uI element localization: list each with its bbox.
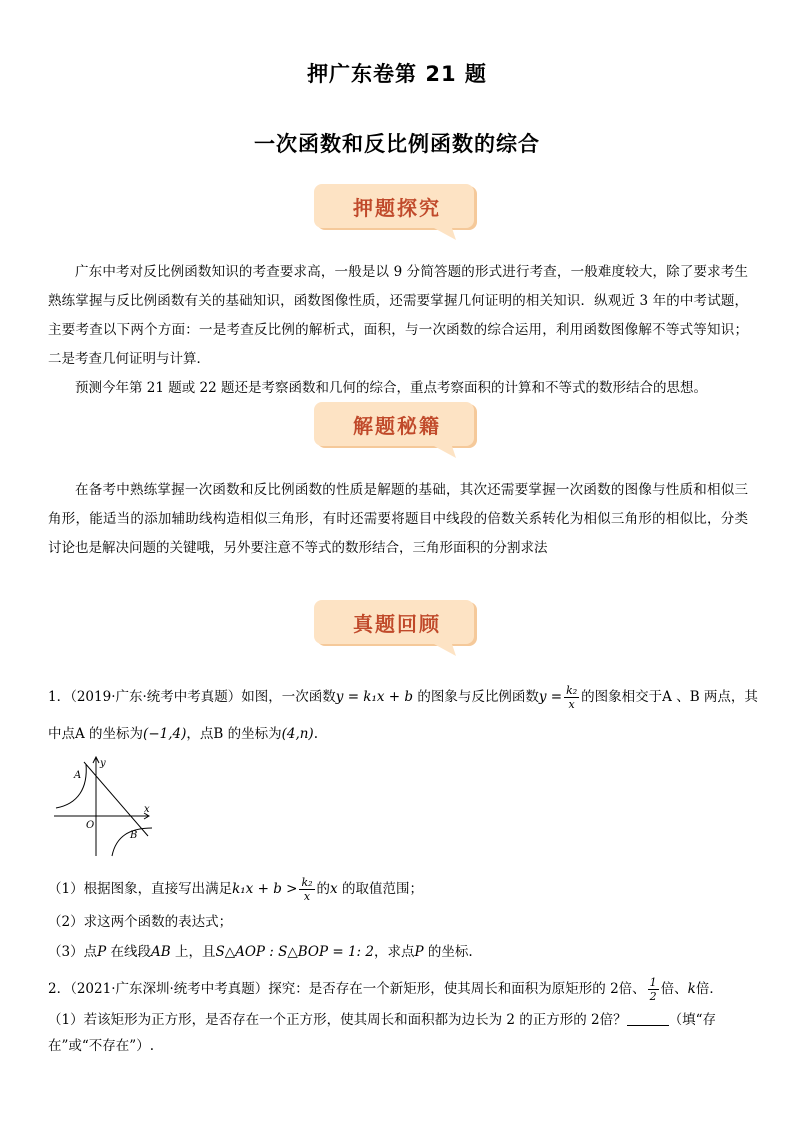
banner-review-label: 真题回顾 xyxy=(353,612,441,636)
banner-secrets-label: 解题秘籍 xyxy=(353,414,441,438)
hyperbola-branch-2 xyxy=(56,764,86,808)
q1-line2a: 中点A 的坐标为 xyxy=(48,726,144,742)
q1-sub2: （2）求这两个函数的表达式； xyxy=(48,914,233,930)
q2-half-fraction xyxy=(648,976,659,1003)
q1-sub3b: 在线段 xyxy=(106,944,151,960)
page-subtitle: 一次函数和反比例函数的综合 xyxy=(254,132,540,156)
q1-sub3 xyxy=(48,942,768,962)
q2-k: k xyxy=(687,981,696,997)
q1-sub1-fraction xyxy=(299,876,314,903)
q1-line2c: . xyxy=(313,726,318,742)
q2-lead2: 倍、 xyxy=(660,981,688,997)
q1-mid2: 的图象相交于A 、B 两点，其 xyxy=(581,689,758,705)
q1-sub1-inequality: k₁x + b > xyxy=(232,881,298,897)
q1-sub3c: 上，且 xyxy=(170,944,216,960)
q2-sub1 xyxy=(48,1010,768,1030)
q1-k2: k₂ xyxy=(566,684,578,697)
banner-explore xyxy=(314,182,480,242)
answer-blank[interactable] xyxy=(627,1011,669,1026)
q2-sub1b: （填“存 xyxy=(668,1012,717,1028)
q1-sub1c: 的取值范围； xyxy=(337,881,423,897)
q1-mid1: 的图象与反比例函数 xyxy=(413,689,539,705)
q2-lead: 2．（2021·广东深圳·统考中考真题）探究：是否存在一个新矩形，使其周长和面积为原矩形的 2倍、 xyxy=(48,981,646,997)
q1-sub1a: （1）根据图象，直接写出满足 xyxy=(48,881,233,897)
q2-half-num: 1 xyxy=(649,976,657,989)
q2-line-1 xyxy=(48,976,768,1003)
secrets-paragraph-1: 在备考中熟练掌握一次函数和反比例函数的性质是解题的基础，其次还需要掌握一次函数的图像与性质和相似三角形，能适当的添加辅助线构造相似三角形，有时还需要将题目中线段的倍数关系转化为相似三角形的相似比，分类讨论也是解决问题的关键哦，另外要注意不等式的数形结合，三角形面积的分割求法 xyxy=(48,482,748,556)
page-title: 押广东卷第 21 题 xyxy=(307,62,487,86)
q1-sub1b: 的 xyxy=(316,881,331,897)
graph-label-a: A xyxy=(74,770,82,781)
q1-function-graph xyxy=(48,752,158,860)
banner-review xyxy=(314,598,480,658)
banner-secrets xyxy=(314,400,480,460)
q1-linear-fn: y = k₁x + b xyxy=(335,689,414,705)
q1-sub1-x: x xyxy=(303,890,311,903)
explore-paragraph-2: 预测今年第 21 题或 22 题还是考察函数和几何的综合，重点考察面积的计算和不等式的数形结合的思想。 xyxy=(75,380,708,396)
q1-line-1 xyxy=(48,684,768,711)
graph-label-x: x xyxy=(144,804,150,815)
q2-sub1a: （1）若该矩形为正方形，是否存在一个正方形，使其周长和面积都为边长为 2 的正方形的 2倍？ xyxy=(48,1012,627,1028)
banner-explore-label: 押题探究 xyxy=(353,196,441,220)
q1-sub3-p: P xyxy=(97,944,107,960)
q1-sub3e: 的坐标. xyxy=(423,944,473,960)
q1-inverse-fraction xyxy=(564,684,579,711)
q1-sub3-p2: P xyxy=(414,944,424,960)
q2-half-den: 2 xyxy=(649,990,657,1003)
explore-text xyxy=(48,258,748,403)
q1-sub3-ratio: S△AOP : S△BOP = 1: 2 xyxy=(215,944,374,960)
q1-sub1-k2: k₂ xyxy=(301,876,313,889)
q1-sub1-var: x xyxy=(330,881,338,897)
q1-sub3-ab: AB xyxy=(150,944,171,960)
secrets-text xyxy=(48,476,748,563)
graph-label-o: O xyxy=(86,820,95,831)
q1-x: x xyxy=(568,698,575,711)
q1-line2b: ，点B 的坐标为 xyxy=(186,726,282,742)
q2-sub1-cont: 在”或“不存在”）. xyxy=(48,1038,154,1054)
explore-paragraph-1: 广东中考对反比例函数知识的考查要求高，一般是以 9 分简答题的形式进行考查，一般难度较大，除了要求考生熟练掌握与反比例函数有关的基础知识，函数图像性质，还需要掌握几何证明的相关知识．纵观近 3 年的中考试题，主要考查以下两个方面：一是考查反比例的解析式，面积，与一次函数的综合运用，利用函数图像解不等式等知识；二是考查几何证明与计算． xyxy=(48,264,748,367)
q1-point-a: (−1,4) xyxy=(143,726,187,742)
q1-inverse-fn-prefix: y = xyxy=(538,689,563,705)
q1-sub3a: （3）点 xyxy=(48,944,98,960)
q1-sub3d: ，求点 xyxy=(373,944,415,960)
q1-lead: 1．（2019·广东·统考中考真题）如图，一次函数 xyxy=(48,689,336,705)
q2-lead3: 倍． xyxy=(695,981,723,997)
q1-line-2 xyxy=(48,724,768,744)
q1-sub1 xyxy=(48,876,768,903)
graph-label-b: B xyxy=(130,830,138,841)
graph-label-y: y xyxy=(100,758,106,769)
q1-point-b: (4,n) xyxy=(281,726,314,742)
